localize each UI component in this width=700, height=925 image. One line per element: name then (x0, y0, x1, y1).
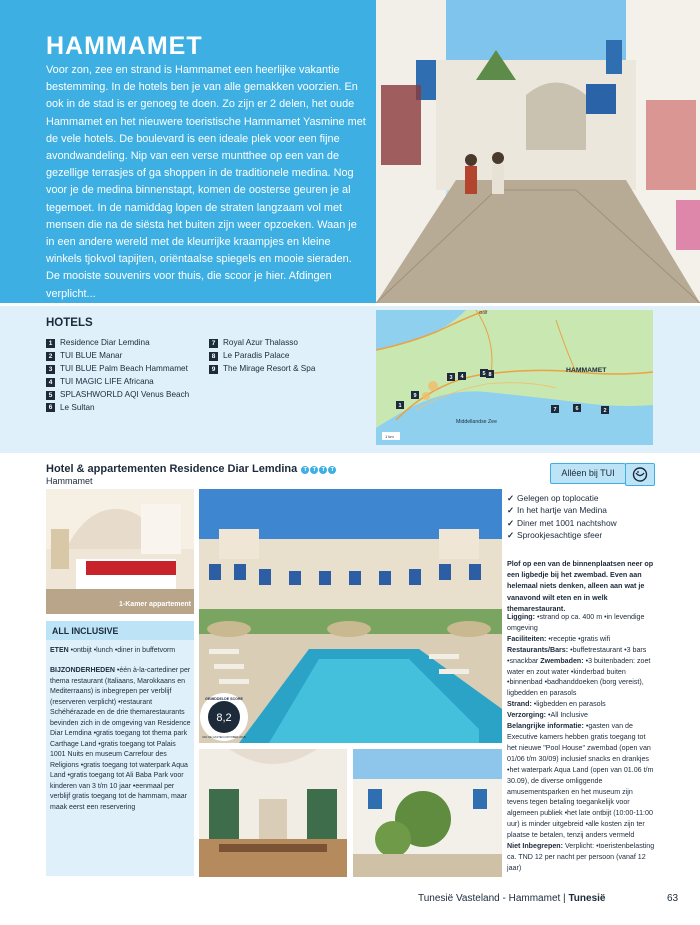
map-marker-label: 5 (482, 371, 486, 377)
hotel-list-name: Residence Diar Lemdina (60, 338, 150, 347)
map-marker-label: 7 (553, 407, 557, 413)
highlight-text: Gelegen op toplocatie (517, 493, 599, 503)
desc-text: •strand op ca. 400 m •in levendige omgeving (507, 613, 645, 632)
highlight-item (507, 492, 617, 504)
map-marker-label: 1 (398, 403, 402, 409)
map-sea-label: Middellandse Zee (456, 419, 497, 425)
checkmark-icon: ✓ (507, 493, 515, 503)
hotel-number-badge: 3 (46, 365, 55, 374)
hotel-number-badge: 9 (209, 365, 218, 374)
hotel-list-item (46, 363, 189, 376)
hotel-number-badge: 4 (46, 378, 55, 387)
page-footer (418, 893, 605, 904)
map-marker-label: 9 (413, 393, 417, 399)
hotel-list-item (46, 337, 189, 350)
hotel-number-badge: 1 (46, 339, 55, 348)
desc-text: •All Inclusive (546, 711, 588, 720)
hammamet-map (376, 310, 653, 445)
desc-text: •3 buitenbaden: zoet water en zout water •kinderbad buiten •binnenbad •badhanddoeken (borg vereist), ligbedden en parasols (507, 656, 651, 698)
all-inclusive-details (50, 666, 192, 813)
hotel-number-badge: 8 (209, 352, 218, 361)
map-marker-label: 8 (488, 372, 492, 378)
map-scale-label: 1 km (385, 434, 394, 439)
map-marker-label: 2 (603, 408, 607, 414)
map-marker-label: 3 (449, 375, 453, 381)
desc-label: Restaurants/Bars: (507, 645, 569, 654)
hotel-name-text: Hotel & appartementen Residence Diar Lemdina (46, 463, 298, 475)
all-inclusive-title: ALL INCLUSIVE (52, 626, 119, 636)
hotel-list-item (209, 350, 315, 363)
highlight-item (507, 517, 617, 529)
hotel-list-name: SPLASHWORLD AQI Venus Beach (60, 389, 190, 399)
desc-label: Belangrijke informatie: (507, 722, 584, 731)
hotel-number-badge: 6 (46, 403, 55, 412)
room-caption: 1-Kamer appartement (119, 601, 191, 608)
checkmark-icon: ✓ (507, 505, 515, 516)
intro-text: Voor zon, zee en strand is Hammamet een heerlijke vakantie bestemming. In de hotels ben je van alle gemakken voorzien. En ook in de stad is er genoeg te doen. Zo zijn er 2 delen, het oude Hammamet en het nieuwere toeristische Hammamet Yasmine met de vele hotels. De boulevard is een ideale plek voor een fijne avondwandeling. Nip van een verse muntthee op een van de gezellige terrasjes of ga shoppen in de traditionele medina. Nog voor je de medina binnenstapt, komen de oosterse geuren je al tegemoet. In de namiddag lopen de straten langzaam vol met mensen die na de siësta het buiten zijn weer opzoeken. Waan je in een andere wereld met de kleurrijke kraampjes en kleine winkels tjokvol tapijten, oriëntaalse spiegels en mooie sieraden. De mooiste souvenirs voor thuis, die scoor je hier. Afdingen verplicht... (46, 64, 366, 300)
hotel-list-item (46, 350, 189, 363)
hotel-list-left (46, 337, 189, 414)
hotel-list-item (46, 376, 189, 389)
hotel-number-badge: 2 (46, 352, 55, 361)
hotel-list-name: The Mirage Resort & Spa (223, 363, 316, 373)
rating-star-icon: T (328, 466, 336, 474)
desc-label: Strand: (507, 700, 532, 709)
details-label: BIJZONDERHEDEN (50, 667, 115, 674)
hotel-list-name: Le Paradis Palace (223, 350, 290, 360)
details-text: •één à-la-cartediner per thema restaurant (Italiaans, Marokkaans en Mediterraans) is inbegrepen per verblijf (reserveren verplicht) •restaurant Schéhérazade en de drie themarestaurants bevinden zich in de omgeving van Residence Diar Lemdina •gratis toegang tot thema park Carthage Land •gratis toegang tot Palais 1001 Nuits en museum Carrefour des Religions •gratis toegang tot waterpark Aqua Land •gratis toegang tot Ali Baba Park voor kinderen van 3 t/m 10 jaar •eenmaal per verblijf gratis toegang tot de hammam, maar maak eerst een reservering (50, 667, 191, 811)
hotel-list-name: Le Sultan (60, 402, 95, 412)
desc-label: Faciliteiten: (507, 634, 547, 643)
map-gulf-label: Golf (479, 310, 488, 315)
rating-star-icon: T (319, 466, 327, 474)
rating-top-text: GEMIDDELDE SCORE (205, 697, 243, 701)
map-city-label: HAMMAMET (566, 367, 607, 374)
hotel-list-item (46, 402, 189, 415)
hotel-list-name: Royal Azur Thalasso (223, 338, 298, 347)
hotel-city: Hammamet (46, 476, 93, 486)
desc-text: Verplicht: •toeristenbelasting ca. TND 12 per nacht per persoon (vanaf 12 jaar) (507, 842, 655, 872)
highlight-item (507, 504, 617, 516)
page-title: HAMMAMET (46, 32, 203, 60)
all-inclusive-meals (50, 645, 192, 656)
highlight-text: Diner met 1001 nachtshow (517, 517, 617, 528)
hotel-number-badge: 7 (209, 339, 218, 348)
meals-label: ETEN (50, 647, 69, 654)
desc-label: Verzorging: (507, 711, 547, 720)
rating-bottom-text: VAN DE GASTEN (OKTOBER 2018) (202, 736, 246, 739)
page-number: 63 (667, 893, 679, 904)
guest-rating-badge (199, 692, 249, 742)
footer-country: Tunesië (568, 893, 606, 904)
highlight-item (507, 529, 617, 541)
meals-text: •ontbijt •lunch •diner in buffetvorm (68, 647, 176, 654)
rating-star-icon: T (310, 466, 318, 474)
highlights-list (507, 492, 617, 541)
hotel-intro-bold: Plof op een van de binnenplaatsen neer op een ligbedje bij het zwembad. Even aan helemaal niets denken, alleen aan wat je vanavond wilt eten en in welk themarestaurant. (507, 559, 654, 613)
checkmark-icon: ✓ (507, 517, 515, 528)
desc-text: •buffetrestaurant •3 bars •snackbar (507, 645, 647, 665)
restaurant-hall-photo (199, 749, 347, 877)
rating-value: 8,2 (216, 712, 232, 724)
courtyard-garden-photo (353, 749, 502, 877)
medina-street-photo (376, 0, 700, 303)
desc-text: •receptie •gratis wifi (546, 634, 611, 643)
desc-label: Ligging: (507, 613, 535, 621)
highlight-text: In het hartje van Medina (517, 505, 607, 516)
desc-label: Niet Inbegrepen: (507, 842, 563, 851)
map-marker-label: 6 (575, 406, 579, 412)
rating-star-icon: T (301, 466, 309, 474)
hotel-list-item (209, 337, 315, 350)
hotel-list-name: TUI BLUE Palm Beach Hammamet (60, 363, 188, 373)
desc-label: Zwembaden: (540, 656, 584, 665)
hotel-description (507, 612, 655, 874)
tui-logo-icon (625, 463, 655, 486)
hotel-list-item (209, 363, 315, 376)
highlight-text: Sprookjesachtige sfeer (517, 529, 603, 540)
desc-text: •ligbedden en parasols (531, 700, 606, 709)
hotels-heading: HOTELS (46, 317, 93, 329)
room-photo (46, 489, 194, 614)
checkmark-icon: ✓ (507, 529, 515, 540)
hotel-list-right (209, 337, 315, 376)
hotel-list-name: TUI BLUE Manar (60, 350, 123, 360)
map-marker-label: 4 (460, 374, 464, 380)
hotel-name (46, 463, 336, 475)
exclusive-badge: Alléen bij TUI (550, 463, 626, 484)
hotel-list-item (46, 389, 189, 402)
hotel-list-name: TUI MAGIC LIFE Africana (60, 376, 154, 386)
desc-text: •gasten van de Executive kamers hebben gratis toegang tot het nieuwe "Pool House" zwembad (open van 01/06 t/m 30/09) inclusief snacks en drankjes •het waterpark Aqua Land (open van 01.06 t/m 30.09), de diverse omliggende amusementsparken en het museum zijn tevens tegen betaling toegankelijk voor algemeen publiek •het late ontbijt (10:00-11:00 uur) is minder uitgebreid •alle kosten zijn ter plaatse te betalen, tenzij anders vermeld (507, 722, 654, 840)
footer-breadcrumb: Tunesië Vasteland - Hammamet | (418, 893, 569, 904)
hotel-number-badge: 5 (46, 391, 55, 400)
